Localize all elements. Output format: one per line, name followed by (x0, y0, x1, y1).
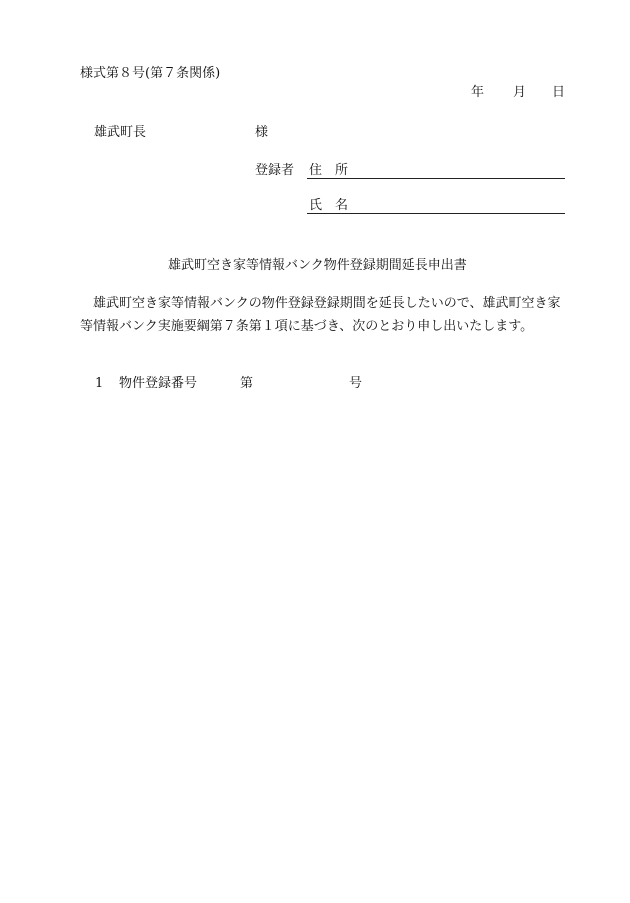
address-label: 住 所 (309, 163, 349, 178)
addressee-honorific: 様 (255, 125, 269, 140)
item-number: 1 (95, 376, 104, 391)
date-month-label: 月 (513, 85, 527, 100)
body-paragraph: 雄武町空き家等情報バンクの物件登録登録期間を延長したいので、雄武町空き家等情報バンク実施要綱第７条第１項に基づき、次のとおり申し出いたします。 (80, 296, 561, 334)
address-underline (307, 178, 565, 179)
form-number: 様式第８号(第７条関係) (80, 66, 221, 81)
item-suffix: 号 (349, 376, 363, 391)
date-day-label: 日 (552, 85, 566, 100)
date-year-label: 年 (471, 85, 485, 100)
addressee-name: 雄武町長 (94, 125, 147, 140)
name-underline (307, 213, 565, 214)
name-label: 氏 名 (309, 198, 349, 213)
registrant-label: 登録者 (255, 163, 295, 178)
document-title: 雄武町空き家等情報バンク物件登録期間延長申出書 (168, 258, 467, 273)
item-label: 物件登録番号 (119, 376, 198, 391)
item-prefix: 第 (240, 376, 254, 391)
